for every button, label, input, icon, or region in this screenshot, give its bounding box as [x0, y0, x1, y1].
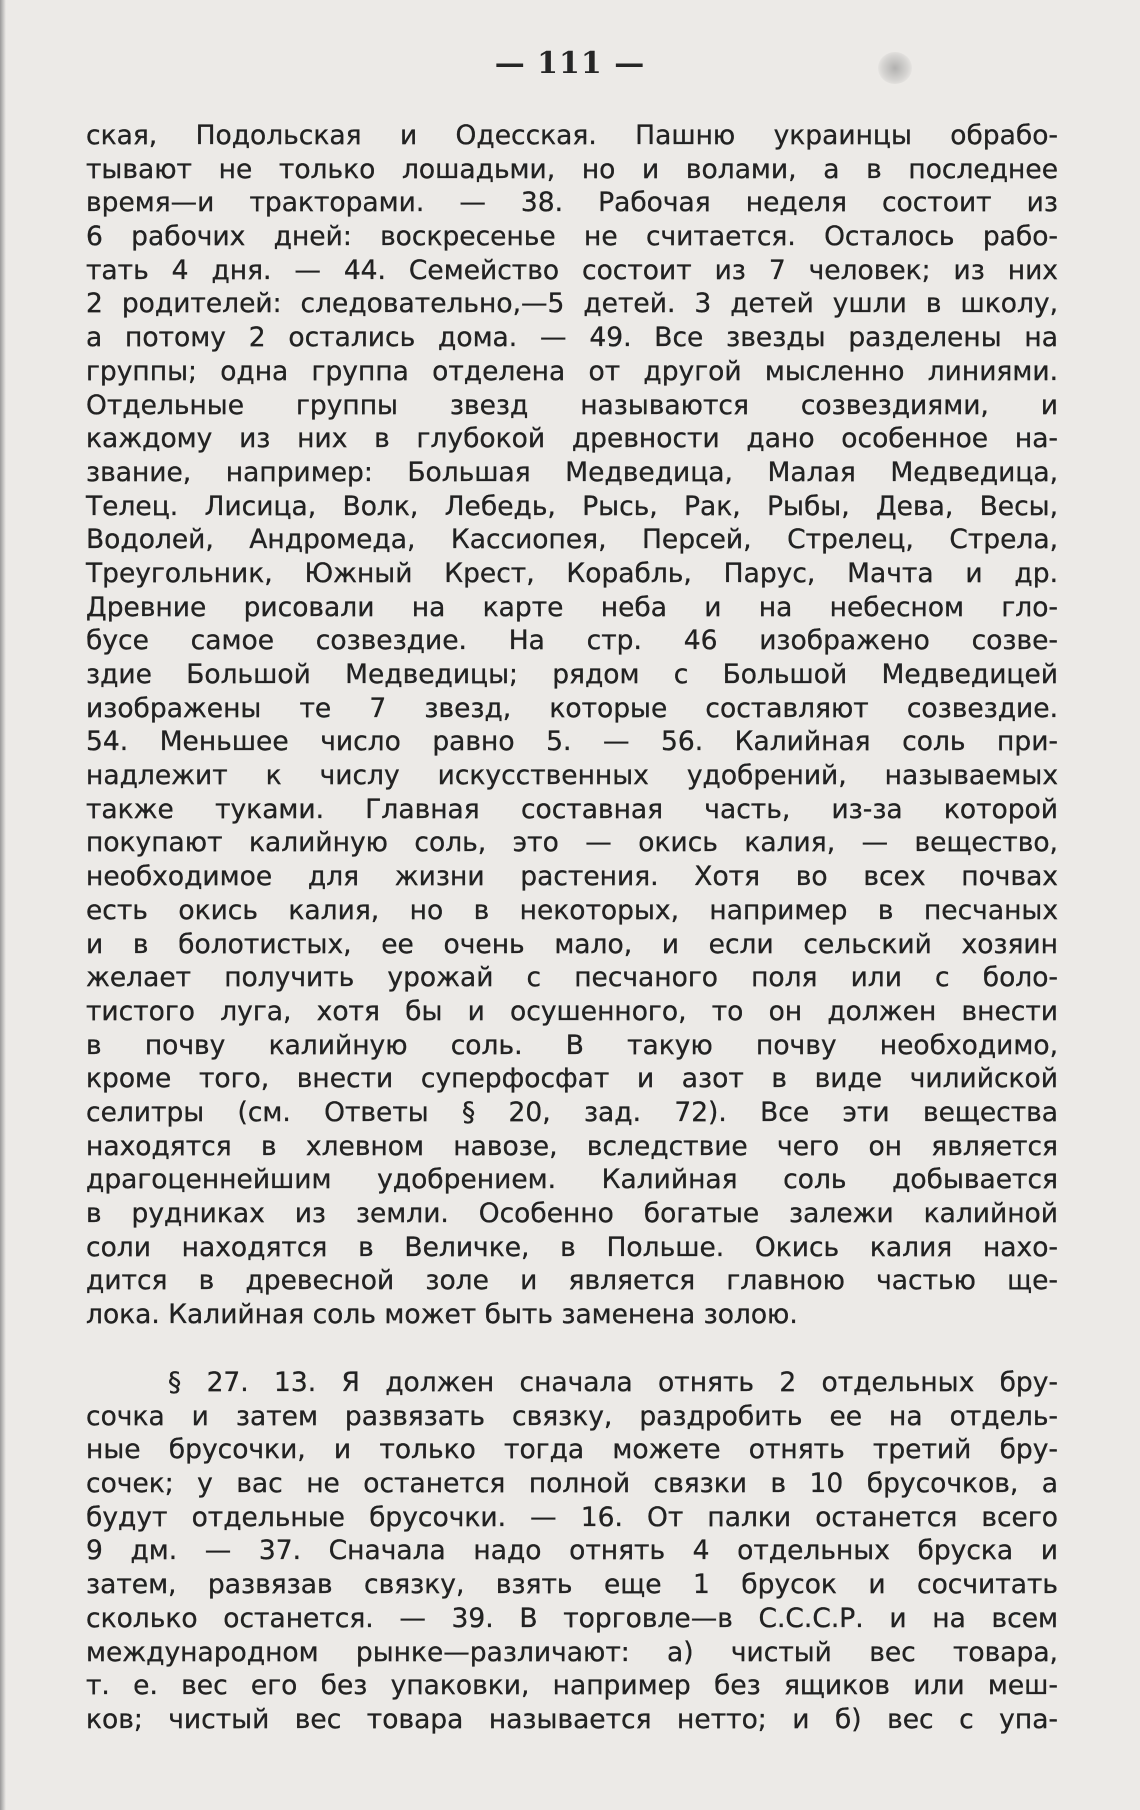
text-line: кроме того, внести суперфосфат и азот в виде чилийской — [86, 1063, 1058, 1095]
text-line: 9 дм. — 37. Сначала надо отнять 4 отдельных бруска и — [86, 1535, 1058, 1567]
text-line: изображены те 7 звезд, которые составляют созвездие. — [86, 692, 1058, 724]
text-line: международном рынке—различают: а) чистый вес товара, — [86, 1636, 1058, 1668]
text-line: Отдельные группы звезд называются созвездиями, и — [86, 389, 1058, 421]
text-line: лока. Калийная соль может быть заменена золою. — [86, 1299, 798, 1331]
page-edge-shadow — [0, 0, 6, 1810]
text-line: есть окись калия, но в некоторых, например в песчаных — [86, 894, 1058, 926]
text-line: тистого луга, хотя бы и осушенного, то он должен внести — [86, 995, 1058, 1027]
page-number: — 111 — — [494, 46, 646, 81]
text-line: селитры (см. Ответы § 20, зад. 72). Все эти вещества — [86, 1096, 1058, 1128]
text-line: бусе самое созвездие. На стр. 46 изображено созве- — [86, 625, 1058, 657]
text-line: тать 4 дня. — 44. Семейство состоит из 7 человек; из них — [86, 254, 1058, 286]
text-line: § 27. 13. Я должен сначала отнять 2 отдельных бру- — [168, 1367, 1058, 1398]
text-line: здие Большой Медведицы; рядом с Большой Медведицей — [86, 659, 1058, 690]
text-line: тывают не только лошадьми, но и волами, а в последнее — [86, 153, 1058, 185]
text-line: покупают калийную соль, это — окись калия, — вещество, — [86, 827, 1058, 859]
text-line: ков; чистый вес товара называется нетто; и б) вес с упа- — [86, 1703, 1058, 1735]
paragraph-section-27 — [86, 1366, 1058, 1737]
text-line: группы; одна группа отделена от другой мысленно линиями. — [86, 355, 1058, 387]
text-line: ные брусочки, и только тогда можете отнять третий бру- — [86, 1434, 1058, 1466]
text-line: сочка и затем развязать связку, раздробить ее на отдель- — [86, 1400, 1058, 1432]
text-line: драгоценнейшим удобрением. Калийная соль добывается — [86, 1164, 1058, 1196]
text-line: 2 родителей: следовательно,—5 детей. 3 детей ушли в школу, — [86, 288, 1058, 320]
text-line: звание, например: Большая Медведица, Малая Медведица, — [86, 456, 1058, 488]
text-line: и в болотистых, ее очень мало, и если сельский хозяин — [86, 928, 1058, 960]
text-line: будут отдельные брусочки. — 16. От палки останется всего — [86, 1501, 1058, 1533]
text-line: 54. Меньшее число равно 5. — 56. Калийная соль при- — [86, 726, 1058, 758]
text-line: затем, развязав связку, взять еще 1 брусок и сосчитать — [86, 1569, 1058, 1601]
text-line: дится в древесной золе и является главною частью ще- — [86, 1265, 1058, 1297]
text-line: сколько останется. — 39. В торговле—в С.С.С.Р. и на всем — [86, 1602, 1058, 1634]
text-line: Треугольник, Южный Крест, Корабль, Парус, Мачта и др. — [86, 557, 1058, 589]
text-line: т. е. вес его без упаковки, например без ящиков или меш- — [86, 1670, 1058, 1702]
text-line: необходимое для жизни растения. Хотя во всех почвах — [86, 861, 1058, 893]
text-line: находятся в хлевном навозе, вследствие чего он является — [86, 1130, 1058, 1162]
text-line: сочек; у вас не останется полной связки в 10 брусочков, а — [86, 1468, 1058, 1500]
text-line: Древние рисовали на карте неба и на небесном гло- — [86, 591, 1058, 623]
text-line: ская, Подольская и Одесская. Пашню украинцы обрабо- — [86, 120, 1058, 151]
text-line: в рудниках из земли. Особенно богатые залежи калийной — [86, 1198, 1058, 1229]
text-line: каждому из них в глубокой древности дано особенное на- — [86, 423, 1058, 455]
text-line: а потому 2 остались дома. — 49. Все звезды разделены на — [86, 322, 1058, 354]
text-line: в почву калийную соль. В такую почву необходимо, — [86, 1029, 1058, 1061]
text-line: Телец. Лисица, Волк, Лебедь, Рысь, Рак, Рыбы, Дева, Весы, — [86, 490, 1058, 522]
paragraph-answers-continued — [86, 119, 1058, 1332]
text-line: надлежит к числу искусственных удобрений, называемых — [86, 760, 1058, 792]
text-line: 6 рабочих дней: воскресенье не считается. Осталось рабо- — [86, 221, 1058, 253]
text-line: время—и тракторами. — 38. Рабочая неделя состоит из — [86, 187, 1058, 219]
text-line: желает получить урожай с песчаного поля или с боло- — [86, 962, 1058, 994]
text-line: Водолей, Андромеда, Кассиопея, Персей, Стрелец, Стрела, — [86, 524, 1058, 556]
text-line: также туками. Главная составная часть, из-за которой — [86, 793, 1058, 825]
text-line: соли находятся в Величке, в Польше. Окись калия нахо- — [86, 1231, 1058, 1263]
